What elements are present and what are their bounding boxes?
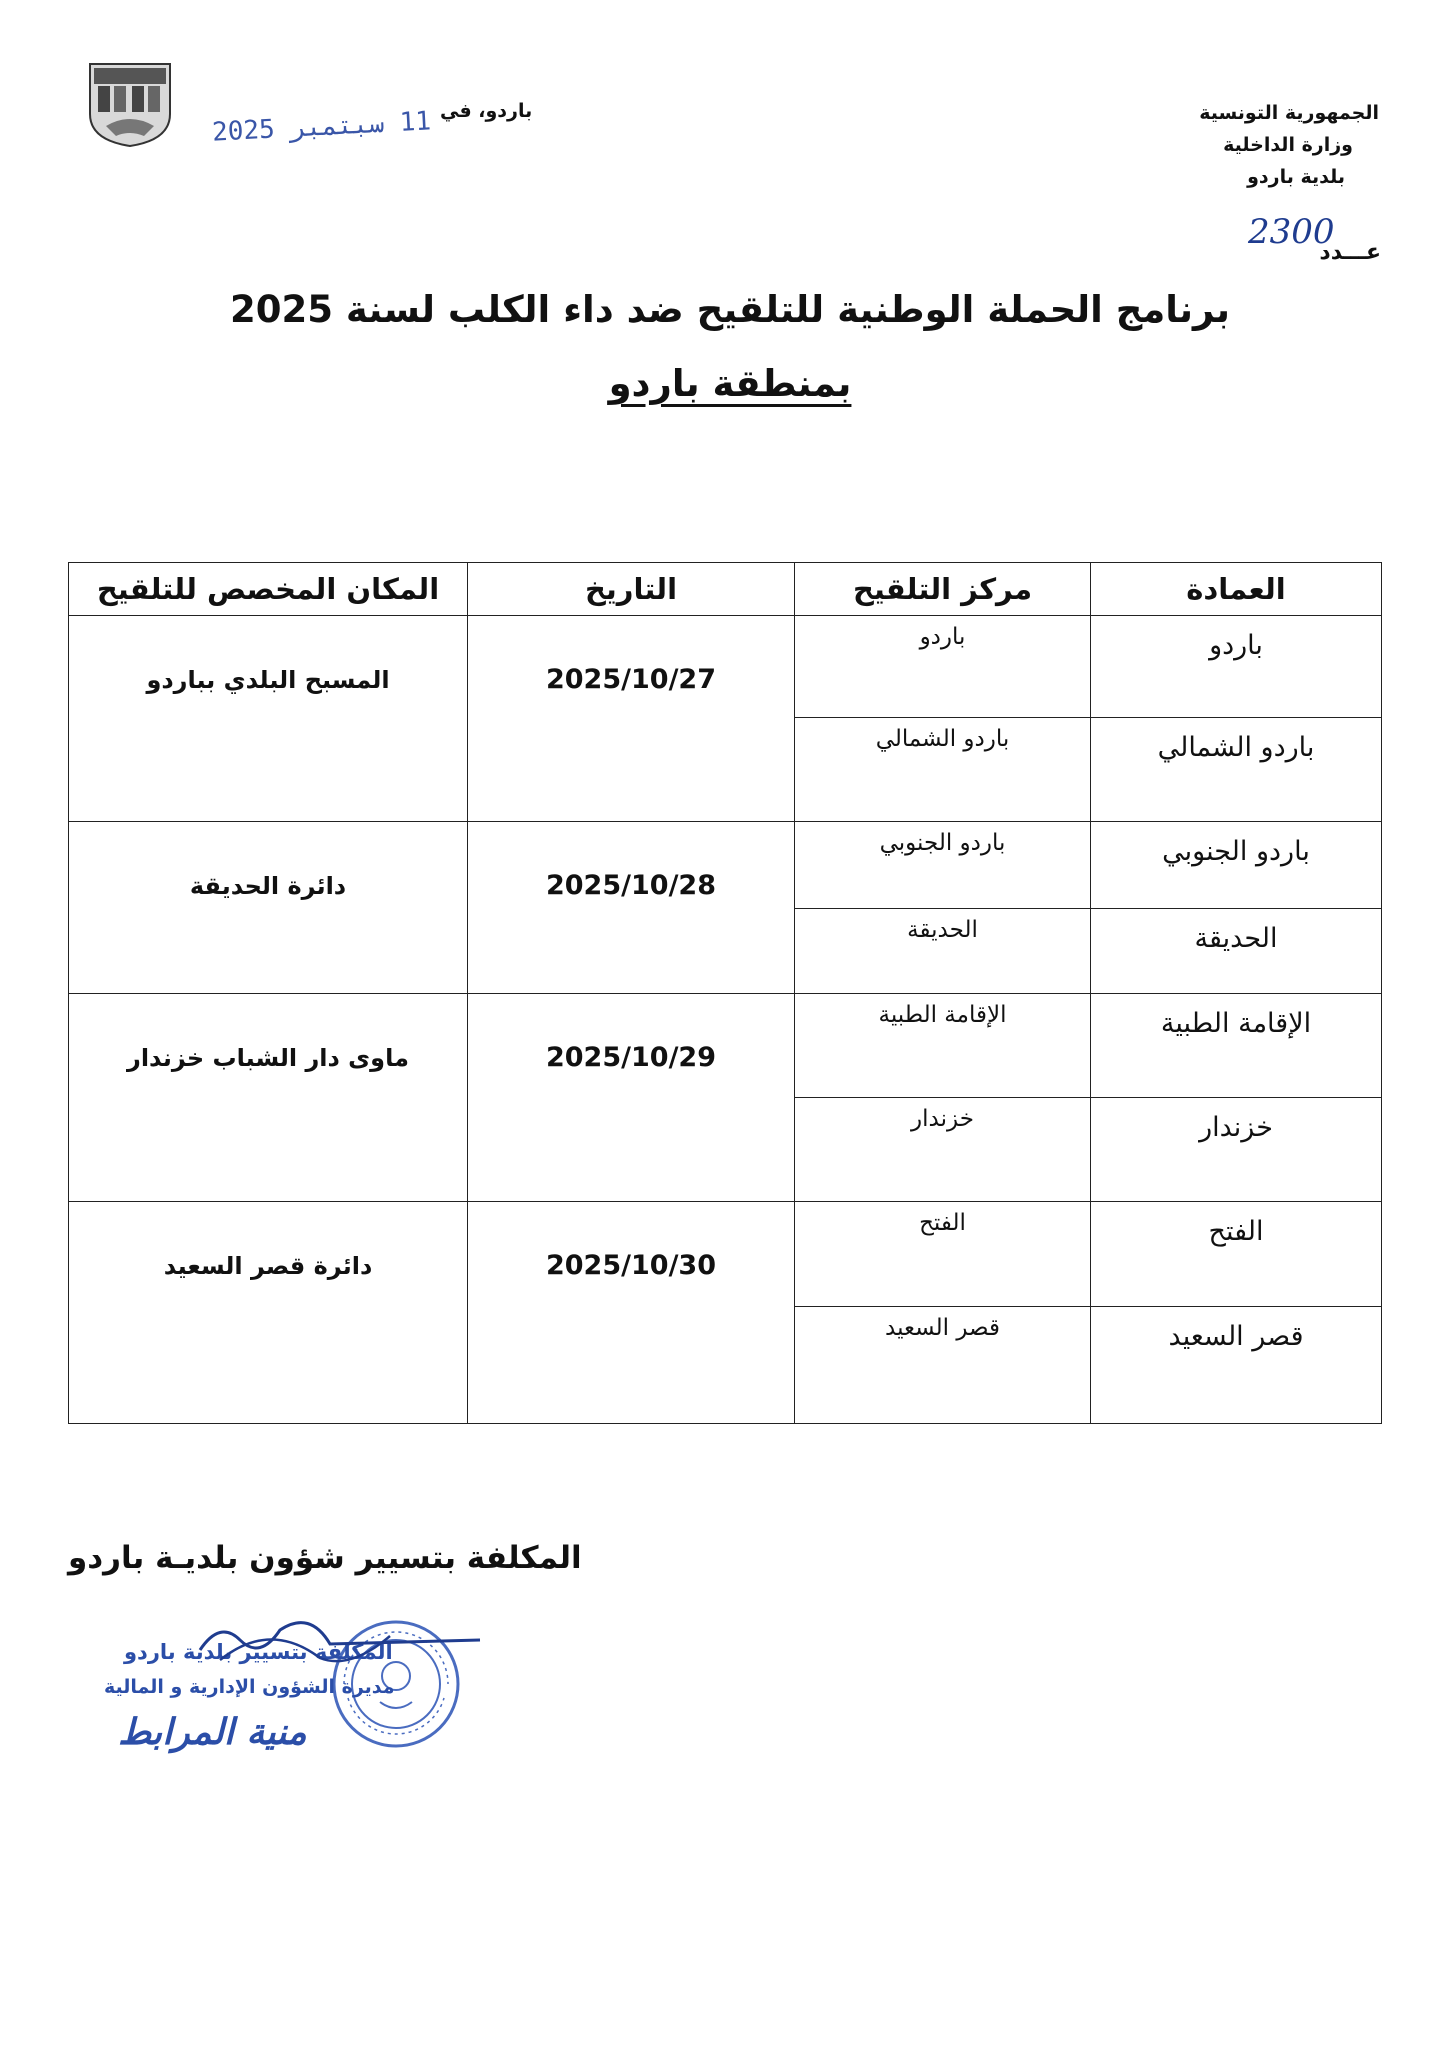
table-row [69,822,1382,909]
place-cell: دائرة الحديقة [69,822,468,994]
center-cell: الحديقة [795,909,1091,994]
header-district: العمادة [1091,563,1382,616]
center-cell: باردو الجنوبي [795,822,1091,909]
table-row [69,616,1382,718]
center-cell: الفتح [795,1202,1091,1307]
document-title: برنامج الحملة الوطنية للتلقيح ضد داء الكلب لسنة 2025 [230,288,1230,331]
signature-name: منية المرابط [118,1712,307,1753]
reference-number: 2300 [1248,212,1335,252]
header-place: المكان المخصص للتلقيح [69,563,468,616]
date-cell: 2025/10/28 [468,822,795,994]
municipality-name: بلدية باردو [1247,166,1345,188]
district-cell: الحديقة [1091,909,1382,994]
document-subtitle: بمنطقة باردو [608,362,852,405]
district-cell: باردو الجنوبي [1091,822,1382,909]
place-cell: المسبح البلدي بباردو [69,616,468,822]
date-cell: 2025/10/27 [468,616,795,822]
country-name: الجمهورية التونسية [1199,102,1379,124]
district-cell: باردو الشمالي [1091,718,1382,822]
handwritten-signature [180,1600,500,1690]
signature-title: المكلفة بتسيير شؤون بلديـة باردو [68,1540,582,1576]
center-cell: قصر السعيد [795,1307,1091,1424]
center-cell: الإقامة الطبية [795,994,1091,1098]
table-row [69,994,1382,1098]
table-header-row [69,563,1382,616]
date-cell: 2025/10/29 [468,994,795,1202]
ministry-name: وزارة الداخلية [1223,134,1353,156]
signature-stamp-line1: المكلفة بتسيير بلدية باردو [124,1640,393,1664]
center-cell: باردو [795,616,1091,718]
header-date: التاريخ [468,563,795,616]
signature-stamp-line2: مديرة الشؤون الإدارية و المالية [104,1676,395,1698]
vaccination-schedule-table [68,562,1382,1424]
place-label: باردو، في [440,100,533,122]
date-cell: 2025/10/30 [468,1202,795,1424]
district-cell: الإقامة الطبية [1091,994,1382,1098]
place-cell: ماوى دار الشباب خزندار [69,994,468,1202]
header-center: مركز التلقيح [795,563,1091,616]
date-stamp: 11 سبتمبر 2025 [211,106,432,148]
municipality-emblem [84,56,176,148]
table-row [69,1202,1382,1307]
center-cell: باردو الشمالي [795,718,1091,822]
district-cell: الفتح [1091,1202,1382,1307]
place-cell: دائرة قصر السعيد [69,1202,468,1424]
center-cell: خزندار [795,1098,1091,1202]
district-cell: خزندار [1091,1098,1382,1202]
district-cell: باردو [1091,616,1382,718]
reference-label: عـــدد [1319,240,1381,265]
district-cell: قصر السعيد [1091,1307,1382,1424]
